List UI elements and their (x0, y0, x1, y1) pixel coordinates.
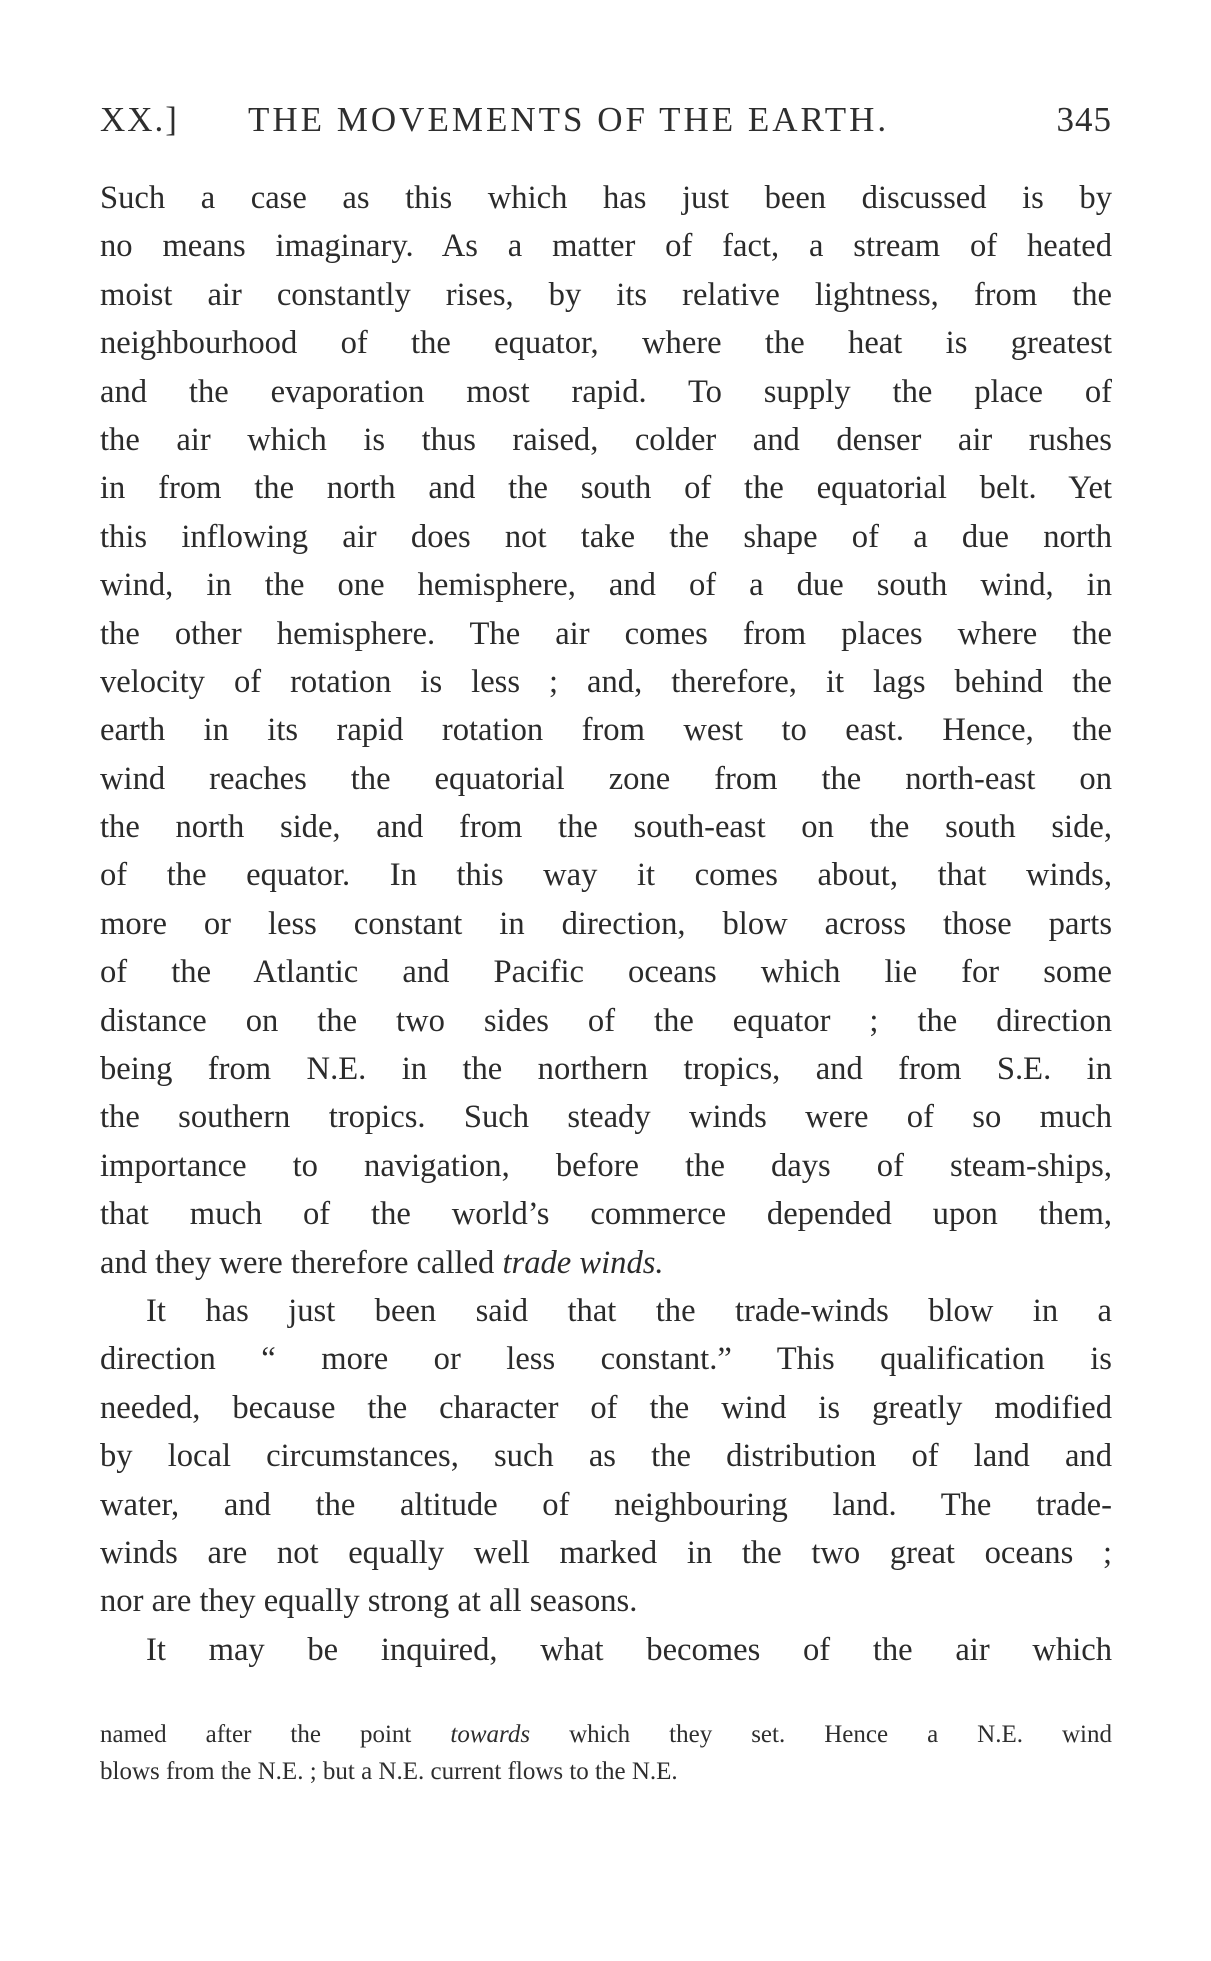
footnote-italic: towards (450, 1721, 531, 1748)
paragraph-end-line: nor are they equally strong at all seasons. (100, 1583, 638, 1620)
page-number: 345 (1056, 100, 1112, 139)
text-line: of the Atlantic and Pacific oceans which lie for some (100, 954, 1112, 991)
running-header (100, 100, 1112, 150)
body-text (100, 174, 1112, 1674)
chapter-number: XX.] (100, 100, 179, 139)
running-title: THE MOVEMENTS OF THE EARTH. (248, 100, 890, 139)
footnote-line: blows from the N.E. ; but a N.E. current flows to the N.E. (100, 1758, 678, 1785)
text-line: of the equator. In this way it comes about, that winds, (100, 857, 1112, 894)
text-line: the other hemisphere. The air comes from places where the (100, 615, 1112, 652)
text-line: distance on the two sides of the equator ; the direction (100, 1002, 1112, 1039)
text-line: Such a case as this which has just been discussed is by (100, 180, 1112, 216)
text-line: neighbourhood of the equator, where the heat is greatest (100, 325, 1112, 362)
text-line: that much of the world’s commerce depended upon them, (100, 1196, 1112, 1233)
paragraph-start-line: It may be inquired, what becomes of the air which (146, 1631, 1112, 1668)
text-line: in from the north and the south of the equatorial belt. Yet (100, 470, 1112, 507)
text-line: the north side, and from the south-east on the south side, (100, 809, 1112, 846)
text-line: earth in its rapid rotation from west to east. Hence, the (100, 712, 1112, 749)
text-line: this inflowing air does not take the shape of a due north (100, 518, 1112, 555)
text-line: wind, in the one hemisphere, and of a due south wind, in (100, 567, 1112, 604)
text-line: moist air constantly rises, by its relative lightness, from the (100, 276, 1112, 313)
text-line: direction “ more or less constant.” This qualification is (100, 1341, 1112, 1378)
text-line: no means imaginary. As a matter of fact, a stream of heated (100, 228, 1112, 265)
text-line: the air which is thus raised, colder and denser air rushes (100, 421, 1112, 458)
footnote-segment: which they set. Hence a N.E. wind (569, 1721, 1113, 1748)
text-line: by local circumstances, such as the distribution of land and (100, 1438, 1112, 1475)
paragraph-end-line (100, 1239, 1112, 1287)
footnote-segment: named after the point (100, 1721, 412, 1748)
text-line: water, and the altitude of neighbouring land. The trade- (100, 1486, 1112, 1523)
paragraph-start-line: It has just been said that the trade-winds blow in a (146, 1292, 1112, 1329)
text-line: winds are not equally well marked in the two great oceans ; (100, 1534, 1112, 1571)
text-line: being from N.E. in the northern tropics, and from S.E. in (100, 1051, 1112, 1088)
text-line: velocity of rotation is less ; and, therefore, it lags behind the (100, 663, 1112, 700)
text-line: needed, because the character of the wind is greatly modified (100, 1389, 1112, 1426)
text-line: the southern tropics. Such steady winds were of so much (100, 1099, 1112, 1136)
footnote-line (100, 1716, 1112, 1753)
text-line: and the evaporation most rapid. To supply the place of (100, 373, 1112, 410)
text-line: more or less constant in direction, blow across those parts (100, 905, 1112, 942)
footnote (100, 1716, 1112, 1790)
text-line: wind reaches the equatorial zone from the north-east on (100, 760, 1112, 797)
text-segment: and they were therefore called (100, 1244, 495, 1281)
text-line: importance to navigation, before the days of steam-ships, (100, 1147, 1112, 1184)
italic-phrase: trade winds. (502, 1244, 664, 1281)
